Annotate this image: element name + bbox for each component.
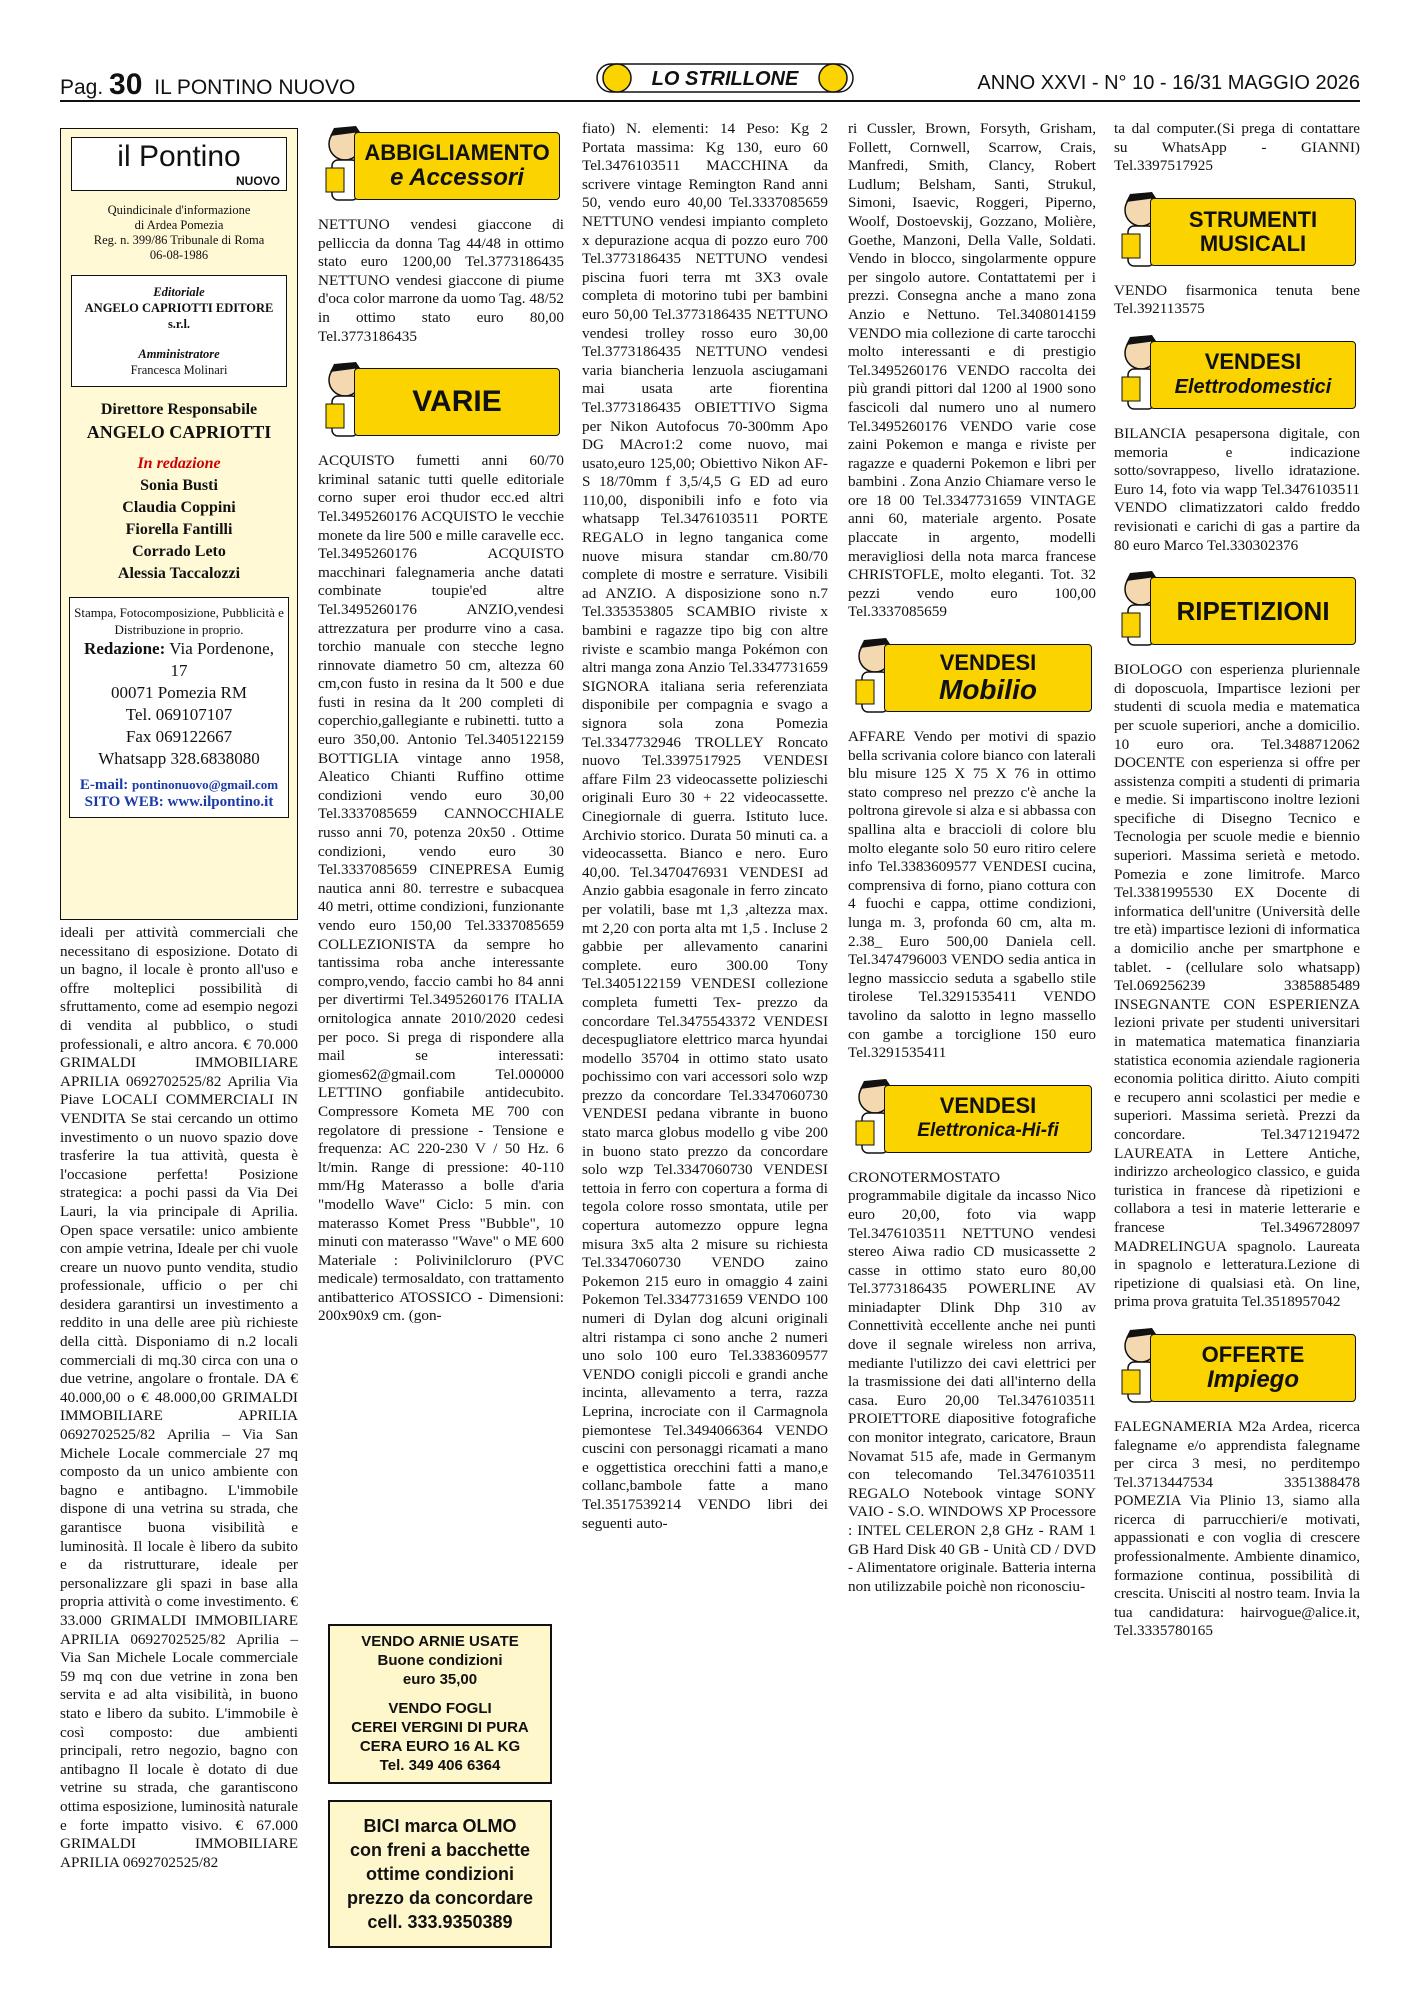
email-link[interactable]: pontinonuovo@gmail.com [131,777,279,792]
editoriale-label: Editoriale [153,285,205,299]
column-2 [318,120,564,1326]
info-line: Reg. n. 399/86 Tribunale di Roma [93,233,265,247]
page-label: Pag. [60,76,104,99]
masthead-title: il Pontino [117,140,241,173]
varie-ads-continued: fiato) N. elementi: 14 Peso: Kg 2 Portata massima: Kg 130, euro 60 Tel.3476103511 MACCHINA da scrivere vintage Remington Rand anni 50, vendo euro 40,00 Tel.3337085659 NETTUNO vendesi impianto completo x depurazione acqua di pozzo euro 700 Tel.3773186435 NETTUNO vendesi piscina fuori terra mt 3X3 ovale completa di motorino tubi per bambini euro 50,00 Tel.3773186435 NETTUNO vendesi trolley rosso euro 30,00 Tel.3773186435 NETTUNO vendesi varia biancheria lenzuola asciugamani mai usata arte fiorentina Tel.3773186435 OBIETTIVO Sigma per Nikon Autofocus 70-300mm Apo DG MAcro1:2 come nuovo, mai usato,euro 125,00; Obiettivo Nikon AF-S 18/70mm f 3,5/4,5 G ED ad euro 110,00, disponibili info e foto via whatsapp Tel.3476103511 PORTE REGALO in legno tanganica come nuove misura standar cm.80/70 complete di mostre e serrature. Visibili ad ANZIO. A disposizione sono n.7 Tel.335353805 SCAMBIO riviste x bambini e ragazze tipo big con altre riviste e scambio manga Pokémon con altri manga zona Anzio Tel.3347731659 SIGNORA italiana seria referenziata disponibile per compagnia e svago a signora sola zona Pomezia Tel.3347732946 TROLLEY Roncato nuovo Tel.3397517925 VENDESI affare Film 23 videocassette polizieschi originali Euro 30 + 22 videocassette. Cinegiornale di guerra. Istituto luce. Archivio storico. Durata 50 minuti ca. a videocassetta. Bianco e nero. Euro 40,00. Tel.3470476931 VENDESI ad Anzio gabbia esagonale in ferro zincato per volatili, base mt 1,3 ,altezza max. mt 2,20 con porta alta mt 1,5 . Incluse 2 gabbie per allevamento canarini complete. euro 300.00 Tony Tel.3405122159 VENDESI collezione completa fumetti Tex- prezzo da concordare Tel.3475543372 VENDESI decespugliatore elettrico marca hyundai modello 35704 in ottimo stato usato pochissimo con vari accessori solo wzp prezzo da concordare Tel.3347060730 VENDESI pedana vibrante in buono stato marca globus modello g vibe 200 in buono stato prezzo da concordare solo wzp Tel.3347060730 VENDESI tettoia in ferro con copertura a forma di tegola colore rosso smontata, utile per copertura automezzo oppure legna misura 3x5 alta 2 misure su richiesta Tel.3347060730 VENDO zaino Pokemon 215 euro in omaggio 4 zaini Pokemon Tel.3347731659 VENDO 100 numeri di Dylan dog alcuni originali altri ristampa ci sono anche 2 numeri uno solo 100 euro Tel.3383609577 VENDO conigli piccoli e grandi anche incinta, allevamento a terra, razza Leprina, incrociate con il Carmagnola piemontese Tel.3494066364 VENDO cuscini con personaggi ricamati a mano e oggettistica orecchini fatti a mano,e collanc,bambole fatte a mano Tel.3517539214 VENDO libri dei seguenti auto- [582,120,828,1532]
strumenti-ads: VENDO fisarmonica tenuta bene Tel.392113575 [1114,281,1360,318]
column-5 [1114,120,1360,1641]
redazione-label: In redazione [137,455,221,472]
redazione-member: Alessia Taccalozzi [117,565,241,582]
section-subtitle: Elettronica-Hi-fi [917,1119,1059,1141]
address-label: Redazione: [84,639,166,658]
section-header-strumenti [1114,186,1360,278]
section-title: VARIE [412,385,502,419]
section-subtitle: Elettrodomestici [1174,375,1332,398]
ad-line: Tel. 349 406 6364 [379,1757,501,1774]
mobilio-ads: AFFARE Vendo per motivi di spazio bella scrivania colore bianco con laterali blu misure 125 X 75 X 76 in ottimo stato compreso nel prezzo c'è anche la poltrona girevole si alza e si abbassa con spallina alta e braccioli di colore blu molto elegante solo 50 euro ritiro celere info Tel.3383609577 VENDESI cucina, comprensiva di forno, piano cottura con 4 fuochi e cappa, ottime condizioni, lunga m. 3, profonda 60 cm, alta m. 2.38_ Euro 500,00 Daniela cell. Tel.3474796003 VENDO sedia antica in legno massiccio seduta a sgabello stile tirolese Tel.3291535411 VENDO tavolino da salotto in legno massello con gambe a torciglione 150 euro Tel.3291535411 [848,728,1096,1062]
section-subtitle: Impiego [1206,1365,1299,1393]
contact-box [69,597,289,818]
address-line: Via Pordenone, 17 [169,639,274,680]
real-estate-ads: ideali per attività commerciali che necessitano di esposizione. Dotato di un bagno, il locale è pronto all'uso e offre molteplici possibilità di sfruttamento, come ad esempio negozi di vendita al pubblico, o studi professionali, e altro ancora. € 70.000 GRIMALDI IMMOBILIARE APRILIA 0692702525/82 Aprilia Via Piave LOCALI COMMERCIALI IN VENDITA Se stai cercando un ottimo investimento o un nuovo spazio dove trasferire la tua attività, questa è l'occasione perfetta! Posizione strategica: a pochi passi da Via Dei Lauri, la via principale di Aprilia. Open space versatile: unico ambiente con ampie vetrina, Ideale per chi vuole creare un nuovo punto vendita, studio professionale, ufficio o per chi desidera garantirsi un investimento a reddito in una delle aree più richieste della città. Disponiamo di n.2 locali commerciali di mq.30 circa con una o due vetrine, angolare o frontale. DA € 40.000,00 o € 48.000,00 GRIMALDI IMMOBILIARE APRILIA 0692702525/82 Aprilia – Via San Michele Locale commerciale 27 mq composto da un unico ambiente con bagno e antibagno. L'immobile dispone di una vetrina su strada, che garantisce buona visibilità e luminosità. Il locale è libero da subito e da ristrutturare, ideale per personalizzare gli spazi in base alla propria attività o come investimento. € 33.000 GRIMALDI IMMOBILIARE APRILIA 0692702525/82 Aprilia – Via San Michele Locale commerciale 59 mq con due vetrine in zona ben servita e ad alta visibilità, in buono stato e libero da subito. L'immobile è così composto: due ambienti principali, retro negozio, bagno con antibagno Il locale è dotato di due vetrine su strada, che garantiscono ottima esposizione, luminosità naturale e forte impatto visivo. € 67.000 GRIMALDI IMMOBILIARE APRILIA 0692702525/82 [60,924,298,1871]
ad-line: con freni a bacchette [349,1840,531,1860]
amministratore-label: Amministratore [138,347,220,361]
box-ad-bici [328,1800,552,1948]
ad-line: CEREI VERGINI DI PURA [351,1719,529,1736]
info-line: 06-08-1986 [149,248,209,262]
section-title: VENDESI [1204,348,1302,374]
redazione-member: Corrado Leto [132,543,226,560]
abbigliamento-ads: NETTUNO vendesi giaccone di pelliccia da donna Tag 44/48 in ottimo stato euro 1200,00 Tel.3773186435 NETTUNO vendesi giaccone di piume d'oca color marrone da uomo Tag. 48/52 in ottimo stato euro 80,00 Tel.3773186435 [318,216,564,345]
section-title: RIPETIZIONI [1176,596,1330,627]
elettronica-ads-continued: ta dal computer.(Si prega di contattare su WhatsApp - GIANNI) Tel.3397517925 [1114,120,1360,175]
section-header-mobilio [848,632,1096,724]
strillone-logo [595,58,855,98]
ad-line: VENDO FOGLI [388,1700,492,1717]
address-city: 00071 Pomezia RM [111,683,247,702]
section-subtitle: Mobilio [939,674,1037,706]
section-title: STRUMENTI [1188,206,1318,232]
column-4 [848,120,1096,1596]
ad-line: ottime condizioni [366,1864,514,1884]
whatsapp-number: Whatsapp 328.6838080 [98,749,260,768]
section-title: ABBIGLIAMENTO [364,140,550,165]
varie-ads: ACQUISTO fumetti anni 60/70 kriminal satanic tutti quelle editoriale corno super eroi thudor ecc.ed altri Tel.3495260176 ACQUISTO le vecchie monete da lire 500 e mille caravelle ecc. Tel.3495260176 ACQUISTO macchinari falegnameria anche datati combinate toupie'ed altre Tel.3495260176 ANZIO,vendesi attrezzatura per produrre vino a casa. torchio manuale con stecche legno rinnovate diametro 50 cm, altezza 60 cm,con fusto in resina da lt 500 e due fusti in resina da lt 200 completi di coperchio,gallegiante e rubinetti. tutto a euro 350,00. Antonio Tel.3405122159 BOTTIGLIA vintage anno 1958, Aleatico Chianti Ruffino ottime condizioni vendo euro 30,00 Tel.3337085659 CANNOCCHIALE russo anni 70, potenza 20x50 . Ottime condizioni, vendo euro 30 Tel.3337085659 CINEPRESA Eumig nautica anni 80. terrestre e subacquea 40 metri, ottime condizioni, funzionante vendo euro 150,00 Tel.3337085659 COLLEZIONISTA da sempre ho tantissima roba anche interessante compro,vendo, faccio cambi ho 84 anni per divertirmi Tel.3495260176 ITALIA ornitologica annate 2010/2020 cedesi per poco. Si prega di rispondere alla mail se interessati: giomes62@gmail.com Tel.000000 LETTINO gonfiabile antidecubito. Compressore Kometa ME 700 con regolatore di pressione - Tensione e frequenza: AC 220-230 V / 50 Hz. 6 lt/min. Range di pressione: 40-110 mm/Hg Materasso a bolle d'aria "modello Wave" Ciclo: 5 min. con materasso Komet Press "Bubble", 10 minuti con materasso "Wave" o ME 600 Materiale : Polivinilcloruro (PVC medicale) termosaldato, con trattamento antibatterico ATOSSICO - Dimensioni: 200x90x9 cm. (gon- [318,452,564,1325]
logo-text: LO STRILLONE [651,68,799,90]
offerte-ads: FALEGNAMERIA M2a Ardea, ricerca falegname e/o apprendista falegname per circa 3 mesi, no perditempo Tel.3713447534 3351388478 POMEZIA Via Plinio 13, siamo alla ricerca di parrucchieri/e motivati, appassionati e con voglia di crescere professionalmente. Ambiente dinamico, formazione continua, possibilità di crescita. Unisciti al nostro team. Invia la tua candidatura: hairvogue@alice.it, Tel.3335780165 [1114,1417,1360,1640]
fax-number: Fax 069122667 [125,727,233,746]
section-header-elettrodomestici [1114,329,1360,421]
direttore-label: Direttore Responsabile [100,401,258,418]
ad-line: cell. 333.9350389 [367,1912,513,1932]
section-subtitle: MUSICALI [1199,230,1307,256]
column-1-text [60,924,298,1872]
amministratore-name: Francesca Molinari [130,363,228,377]
email-label: E-mail: [79,777,129,793]
phone-number: Tel. 069107107 [125,705,233,724]
section-title: OFFERTE [1201,1341,1305,1367]
masthead-info [71,203,287,263]
redazione-member: Claudia Coppini [122,499,236,516]
box-ad-arnie [328,1624,552,1784]
stampa-text: Stampa, Fotocomposizione, Pubblicità e Distribuzione in proprio. [74,605,284,637]
section-title: VENDESI [939,1092,1037,1118]
info-line: di Ardea Pomezia [134,218,224,232]
section-header-offerte [1114,1322,1360,1414]
ad-line: euro 35,00 [402,1671,478,1688]
section-header-ripetizioni [1114,565,1360,657]
direttore-block [67,399,291,585]
page-number-value: 30 [109,68,143,101]
issue-info: ANNO XXVI - N° 10 - 16/31 MAGGIO 2026 [977,72,1360,94]
masthead-subtitle: NUOVO [235,174,280,188]
elettrodomestici-ads: BILANCIA pesapersona digitale, con memoria e indicazione sotto/sovrappeso, livello idratazione. Euro 14, foto via wapp Tel.3476103511 VENDO climatizzatori caldo freddo revisionati e carichi di gas a partire da 80 euro Marco Tel.330302376 [1114,424,1360,554]
section-subtitle: e Accessori [390,164,524,191]
editorial-box [71,275,287,387]
column-3 [582,120,828,1533]
site-label: SITO WEB: [84,794,164,810]
section-header-elettronica [848,1073,1096,1165]
page-header [60,62,1360,102]
redazione-member: Fiorella Fantilli [125,521,233,538]
ad-line: prezzo da concordare [346,1888,534,1908]
info-line: Quindicinale d'informazione [107,203,251,217]
ad-line: Buone condizioni [377,1652,503,1669]
ad-line: VENDO ARNIE USATE [361,1633,519,1650]
editoriale-name: ANGELO CAPRIOTTI EDITORE s.r.l. [84,301,274,331]
page-number [60,68,355,102]
site-link[interactable]: www.ilpontino.it [167,794,274,810]
section-header-varie [318,356,564,448]
ad-line: BICI marca OLMO [363,1816,517,1836]
ad-line: CERA EURO 16 AL KG [359,1738,521,1755]
direttore-name: ANGELO CAPRIOTTI [86,422,272,442]
section-header-abbigliamento [318,120,564,212]
masthead-brand [71,137,287,191]
section-title: VENDESI [939,650,1037,676]
redazione-member: Sonia Busti [140,477,218,494]
ripetizioni-ads: BIOLOGO con esperienza pluriennale di doposcuola, Impartisce lezioni per studenti di scuola media e matematica per scuole superiori, anche a domicilio. 10 euro ora. Tel.3488712062 DOCENTE con esperienza si offre per assistenza compiti a studenti di primaria e medie. Si impartiscono inoltre lezioni specifiche di Disegno Tecnico e Tecnologia per scuole medie e biennio superiori. Massima serietà e metodo. Pomezia e zone limitrofe. Marco Tel.3381995530 EX Docente di informatica dell'unitre (Università delle tre età) impartisce lezioni di informatica a domicilio anche per smartphone e tablet. - (cellulare solo whatsapp) Tel.069256239 3385885489 INSEGNANTE CON ESPERIENZA lezioni private per studenti universitari in matematica matematica finanziaria statistica economia aziendale ragioneria economia politica diritto. Aiuto compiti e recupero anni scolastici per medie e superiori. Massima serietà. Prezzi da concordare. Tel.3471219472 LAUREATA in Lettere Antiche, indirizzo archeologico classico, e guida turistica in francese dà ripetizioni e collabora a tesi in materie letterarie e francese Tel.3496728097 MADRELINGUA spagnolo. Laureata in spagnolo e letteratura.Lezione di ripetizione di qualsiasi età. On line, prima prova gratuita Tel.3518957042 [1114,661,1360,1311]
masthead-box [60,128,298,920]
publication-name: IL PONTINO NUOVO [154,76,356,99]
varie-ads-continued: ri Cussler, Brown, Forsyth, Grisham, Follett, Cornwell, Scarrow, Crais, Manfredi, Smith, Clancy, Robert Ludlum; Belsham, Santi, Strukul, Simoni, Isaevic, Roggeri, Piperno, Woolf, Dostoevskij, Gozzano, Molière, Goethe, Manzoni, Della Valle, Soldati. Vendo in blocco, singolarmente oppure per singolo autore. Contattatemi per i prezzi. Consegna anche a mano zona Anzio e Nettuno. Tel.3408014159 VENDO mia collezione di carte tarocchi molto interessanti e di prestigio Tel.3495260176 VENDO raccolta dei più grandi pittori dal 1200 al 1900 sono fascicoli dal numero uno al numero Tel.3495260176 VENDO varie cose zaini Pokemon e manga e riviste per ragazze e quaderni Pokemon e libri per bambini . Zona Anzio Chiamare verso le ore 18 00 Tel.3347731659 VINTAGE anni 60, materiale argento. Posate placcate in argento, modelli meravigliosi della nota marca francese CHRISTOFLE, molto eleganti. Tot. 32 pezzi vendo euro 100,00 Tel.3337085659 [848,120,1096,621]
elettronica-ads: CRONOTERMOSTATO programmabile digitale da incasso Nico euro 20,00, foto via wapp Tel.3476103511 NETTUNO vendesi stereo Aiwa radio CD musicassette 2 casse in ottimo stato euro 80,00 Tel.3773186435 POWERLINE AV miniadapter Dlink Dhp 310 av Connettività eccellente anche nei punti dove il segnale wireless non arriva, mediante l'utilizzo dei cavi elettrici per la trasmissione dei dati all'interno della casa. Euro 20,00 Tel.3476103511 PROIETTORE diapositive fotografiche con monitor integrato, caricatore, Braun Novamat 515 afe, made in Germanym con telecomando Tel.3476103511 REGALO Notebook vintage SONY VAIO - S.O. WINDOWS XP Processore : INTEL CELERON 2,8 GHz - RAM 1 GB Hard Disk 40 GB - Unità CD / DVD - Alimentatore originale. Batteria interna non utilizzabile poichè non riconosciu- [848,1168,1096,1595]
